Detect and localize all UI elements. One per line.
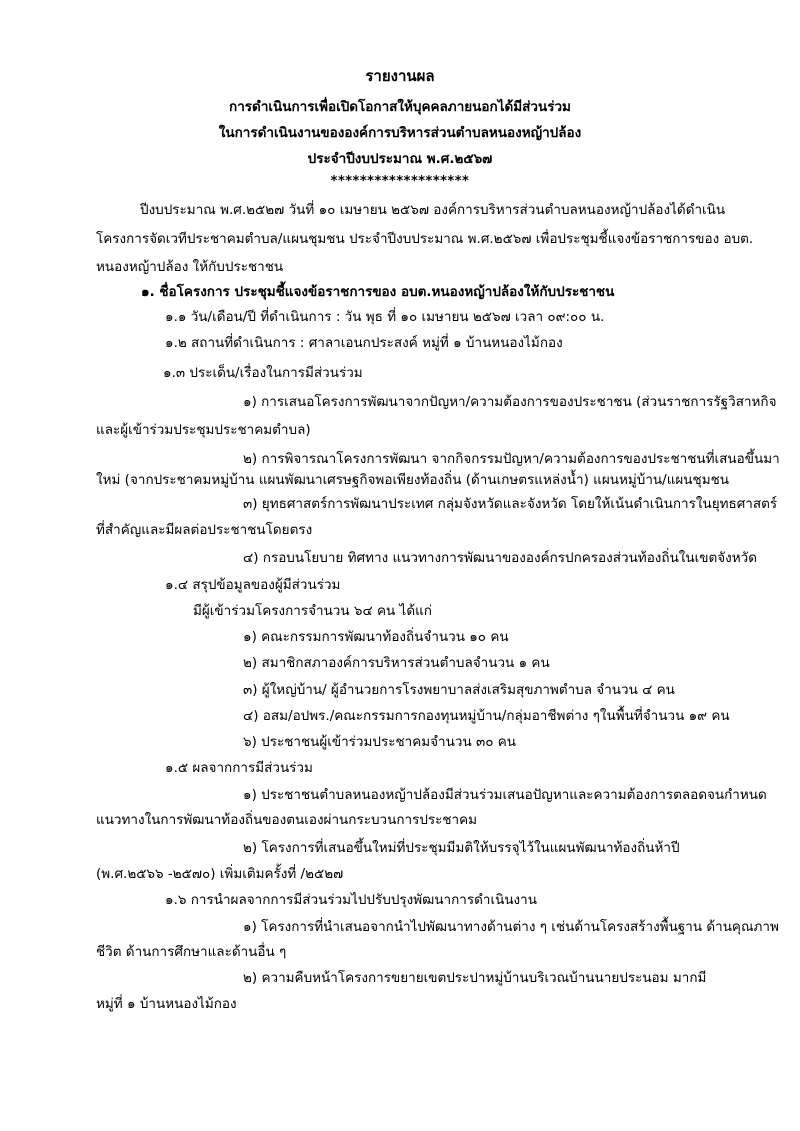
- use-2-line-b: หมู่ที่ ๑ บ้านหนองไม้กอง: [96, 996, 237, 1012]
- section-1-1: ๑.๑ วัน/เดือน/ปี ที่ดำเนินการ : วัน พุธ ที่ ๑๐ เมษายน ๒๕๖๗ เวลา ๐๙:๐๐ น.: [165, 309, 605, 325]
- result-1-line-a: ๑) ประชาชนตำบลหนองหญ้าปล้องมีส่วนร่วมเสนอปัญหาและความต้องการตลอดจนกำหนด: [243, 787, 767, 803]
- section-1-heading: ๑. ชื่อโครงการ ประชุมชี้แจงข้อราชการของ อบต.หนองหญ้าปล้องให้กับประชาชน: [141, 284, 615, 300]
- participant-1: ๑) คณะกรรมการพัฒนาท้องถิ่นจำนวน ๑๐ คน: [243, 629, 509, 645]
- issue-2-line-a: ๒) การพิจารณาโครงการพัฒนา จากกิจกรรมปัญหา/ความต้องการของประชาชนที่เสนอขึ้นมา: [243, 451, 780, 467]
- report-title: รายงานผล: [365, 67, 435, 85]
- intro-line-1: ปีงบประมาณ พ.ศ.๒๕๒๗ วันที่ ๑๐ เมษายน ๒๕๖๗ องค์การบริหารส่วนตำบลหนองหญ้าปล้องได้ดำเนิน: [140, 202, 726, 218]
- report-subtitle-2: ในการดำเนินงานขององค์การบริหารส่วนตำบลหนองหญ้าปล้อง: [218, 125, 582, 141]
- issue-1-line-a: ๑) การเสนอโครงการพัฒนาจากปัญหา/ความต้องการของประชาชน (ส่วนราชการรัฐวิสาหกิจ: [243, 394, 777, 410]
- issue-4: ๔) กรอบนโยบาย ทิศทาง แนวทางการพัฒนาขององค์กรปกครองส่วนท้องถิ่นในเขตจังหวัด: [243, 550, 757, 566]
- participant-5: ๖) ประชาชนผู้เข้าร่วมประชาคมจำนวน ๓๐ คน: [243, 734, 516, 750]
- result-2-line-a: ๒) โครงการที่เสนอขึ้นใหม่ที่ประชุมมีมติให้บรรจุไว้ในแผนพัฒนาท้องถิ่นห้าปี: [243, 840, 680, 856]
- issue-3-line-a: ๓) ยุทธศาสตร์การพัฒนาประเทศ กลุ่มจังหวัดและจังหวัด โดยให้เน้นดำเนินการในยุทธศาสตร์: [243, 496, 778, 512]
- result-2-line-b: (พ.ศ.๒๕๖๖ -๒๕๗๐) เพิ่มเติมครั้งที่ /๒๕๒๗: [96, 866, 344, 882]
- stars-divider: *******************: [330, 174, 470, 189]
- intro-line-3: หนองหญ้าปล้อง ให้กับประชาชน: [96, 259, 284, 275]
- use-2-line-a: ๒) ความคืบหน้าโครงการขยายเขตประปาหมู่บ้านบริเวณบ้านนายประนอม มากมี: [243, 970, 707, 986]
- issue-3-line-b: ที่สำคัญและมีผลต่อประชาชนโดยตรง: [96, 522, 313, 538]
- result-1-line-b: แนวทางในการพัฒนาท้องถิ่นของตนเองผ่านกระบวนการประชาคม: [96, 812, 478, 828]
- use-1-line-b: ชีวิต ด้านการศึกษาและด้านอื่น ๆ: [96, 944, 287, 960]
- participant-summary: มีผู้เข้าร่วมโครงการจำนวน ๖๔ คน ได้แก่: [193, 603, 432, 619]
- section-1-4-heading: ๑.๔ สรุปข้อมูลของผู้มีส่วนร่วม: [165, 577, 341, 593]
- participant-3: ๓) ผู้ใหญ่บ้าน/ ผู้อำนวยการโรงพยาบาลส่งเสริมสุขภาพตำบล จำนวน ๔ คน: [243, 682, 675, 698]
- participant-2: ๒) สมาชิกสภาองค์การบริหารส่วนตำบลจำนวน ๑ คน: [243, 655, 550, 671]
- section-1-3-heading: ๑.๓ ประเด็น/เรื่องในการมีส่วนร่วม: [163, 365, 363, 381]
- issue-1-line-b: และผู้เข้าร่วมประชุมประชาคมตำบล): [96, 422, 311, 438]
- participant-4: ๔) อสม/อปพร./คณะกรรมการกองทุนหมู่บ้าน/กลุ่มอาชีพต่าง ๆในพื้นที่จำนวน ๑๙ คน: [243, 708, 730, 724]
- use-1-line-a: ๑) โครงการที่นำเสนอจากนำไปพัฒนาทางด้านต่าง ๆ เช่นด้านโครงสร้างพื้นฐาน ด้านคุณภาพ: [243, 919, 779, 935]
- intro-line-2: โครงการจัดเวทีประชาคมตำบล/แผนชุมชน ประจำปีงบประมาณ พ.ศ.๒๕๖๗ เพื่อประชุมชี้แจงข้อราชการของ อบต.: [96, 231, 754, 247]
- section-1-6-heading: ๑.๖ การนำผลจากการมีส่วนร่วมไปปรับปรุงพัฒนาการดำเนินงาน: [165, 892, 537, 908]
- section-1-5-heading: ๑.๕ ผลจากการมีส่วนร่วม: [165, 760, 313, 776]
- issue-2-line-b: ใหม่ (จากประชาคมหมู่บ้าน แผนพัฒนาเศรษฐกิจพอเพียงท้องถิ่น (ด้านเกษตรแหล่งน้ำ) แผนหมู่บ้าน/แผนชุมชน: [96, 472, 729, 488]
- section-1-2: ๑.๒ สถานที่ดำเนินการ : ศาลาเอนกประสงค์ หมู่ที่ ๑ บ้านหนองไม้กอง: [165, 335, 563, 351]
- report-subtitle-3: ประจำปีงบประมาณ พ.ศ.๒๕๖๗: [307, 151, 493, 167]
- report-subtitle-1: การดำเนินการเพื่อเปิดโอกาสให้บุคคลภายนอกได้มีส่วนร่วม: [229, 99, 571, 115]
